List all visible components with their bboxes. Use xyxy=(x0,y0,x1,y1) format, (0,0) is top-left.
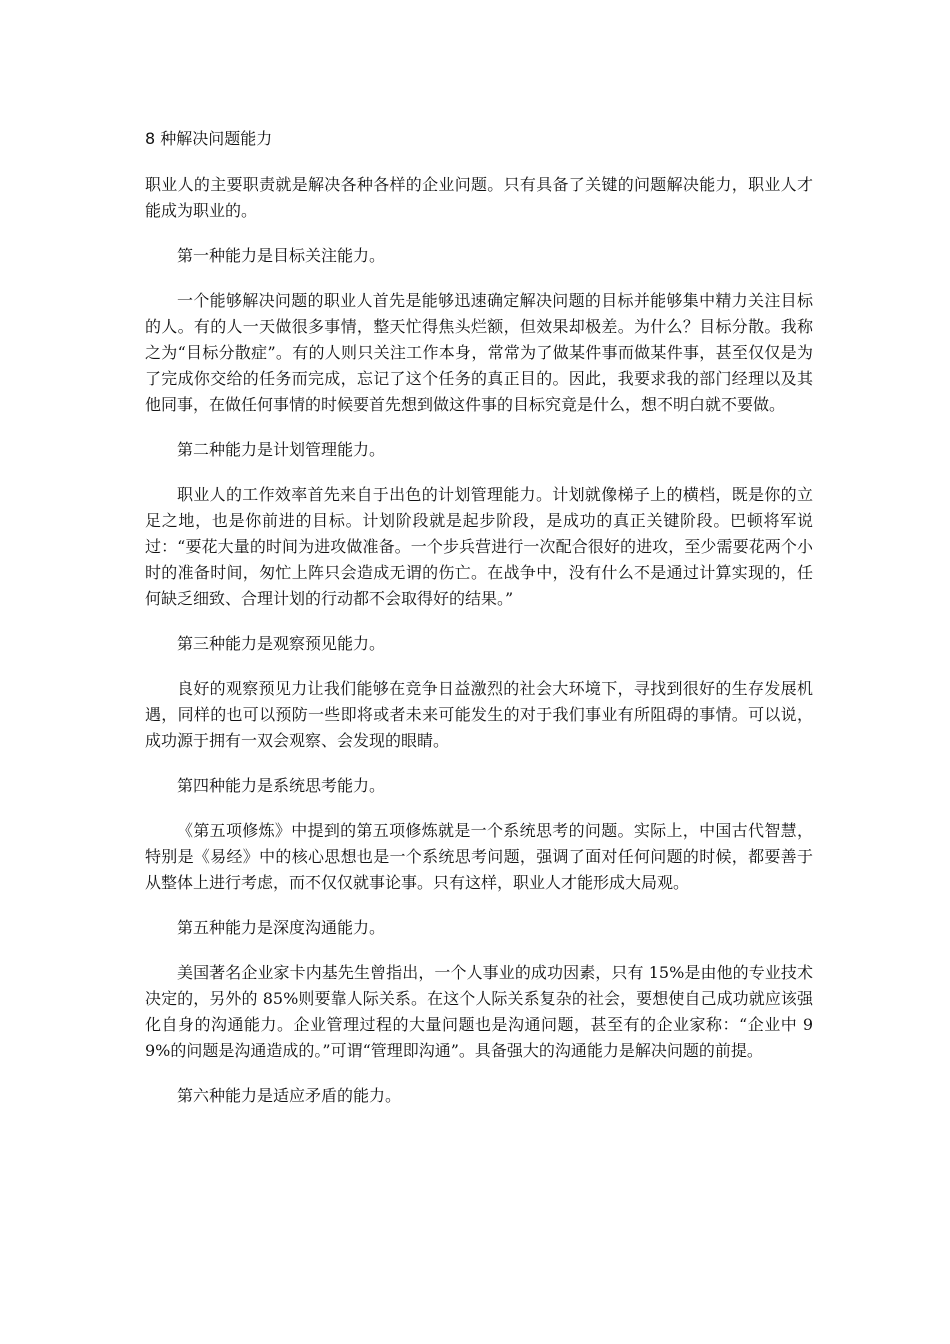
heading-ability-5: 第五种能力是深度沟通能力。 xyxy=(177,918,386,937)
heading-ability-4: 第四种能力是系统思考能力。 xyxy=(177,776,386,795)
document-page xyxy=(145,126,813,1128)
heading-ability-2: 第二种能力是计划管理能力。 xyxy=(177,440,386,459)
paragraph-ability-3: 良好的观察预见力让我们能够在竞争日益激烈的社会大环境下，寻找到很好的生存发展机遇，同样的也可以预防一些即将或者未来可能发生的对于我们事业有所阻碍的事情。可以说，成功源于拥有一双会观察、会发现的眼睛。 xyxy=(145,679,813,750)
document-title: 8 种解决问题能力 xyxy=(145,129,273,148)
heading-ability-3: 第三种能力是观察预见能力。 xyxy=(177,634,386,653)
paragraph-ability-1: 一个能够解决问题的职业人首先是能够迅速确定解决问题的目标并能够集中精力关注目标的人。有的人一天做很多事情，整天忙得焦头烂额，但效果却极差。为什么？目标分散。我称之为“目标分散症”。有的人则只关注工作本身，常常为了做某件事而做某件事，甚至仅仅是为了完成你交给的任务而完成，忘记了这个任务的真正目的。因此，我要求我的部门经理以及其他同事，在做任何事情的时候要首先想到做这件事的目标究竟是什么，想不明白就不要做。 xyxy=(145,291,813,414)
heading-ability-6: 第六种能力是适应矛盾的能力。 xyxy=(177,1086,402,1105)
paragraph-intro: 职业人的主要职责就是解决各种各样的企业问题。只有具备了关键的问题解决能力，职业人才能成为职业的。 xyxy=(145,175,813,220)
paragraph-ability-5: 美国著名企业家卡内基先生曾指出，一个人事业的成功因素，只有 15%是由他的专业技术决定的，另外的 85%则要靠人际关系。在这个人际关系复杂的社会，要想使自己成功就应该强化自身的沟通能力。企业管理过程的大量问题也是沟通问题，甚至有的企业家称：“企业中 99%的问题是沟通造成的。”可谓“管理即沟通”。具备强大的沟通能力是解决问题的前提。 xyxy=(145,963,813,1060)
heading-ability-1: 第一种能力是目标关注能力。 xyxy=(177,246,386,265)
paragraph-ability-2: 职业人的工作效率首先来自于出色的计划管理能力。计划就像梯子上的横档，既是你的立足之地，也是你前进的目标。计划阶段就是起步阶段，是成功的真正关键阶段。巴顿将军说过：“要花大量的时间为进攻做准备。一个步兵营进行一次配合很好的进攻，至少需要花两个小时的准备时间，匆忙上阵只会造成无谓的伤亡。在战争中，没有什么不是通过计算实现的，任何缺乏细致、合理计划的行动都不会取得好的结果。” xyxy=(145,485,813,608)
paragraph-ability-4: 《第五项修炼》中提到的第五项修炼就是一个系统思考的问题。实际上，中国古代智慧，特别是《易经》中的核心思想也是一个系统思考问题，强调了面对任何问题的时候，都要善于从整体上进行考虑，而不仅仅就事论事。只有这样，职业人才能形成大局观。 xyxy=(145,821,813,892)
